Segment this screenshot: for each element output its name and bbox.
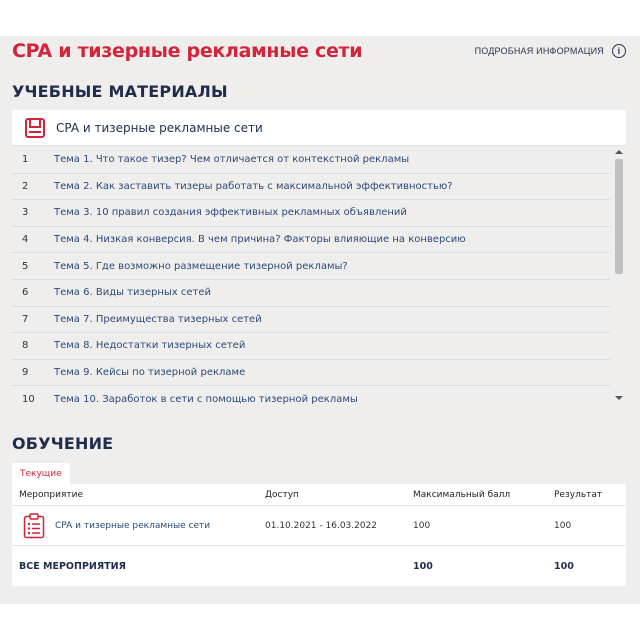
topic-link[interactable]: Тема 9. Кейсы по тизерной рекламе [54,367,246,379]
result-cell: 100 [554,520,572,531]
topic-number: 1 [22,154,29,166]
table-footer [12,546,626,586]
topic-item[interactable] [12,200,610,227]
topic-number: 2 [22,180,29,192]
topic-link[interactable]: Тема 4. Низкая конверсия. В чем причина? Факторы влияющие на конверсию [54,234,466,246]
column-event: Мероприятие [19,489,84,500]
materials-heading: УЧЕБНЫЕ МАТЕРИАЛЫ [12,82,228,101]
topic-link[interactable]: Тема 5. Где возможно размещение тизерной рекламы? [54,260,348,272]
topic-item[interactable] [12,333,610,360]
scroll-up-icon[interactable] [615,150,623,154]
topic-item[interactable] [12,147,610,174]
topic-item[interactable] [12,174,610,201]
topic-link[interactable]: Тема 7. Преимущества тизерных сетей [54,313,262,325]
column-access: Доступ [265,489,299,500]
topic-number: 10 [22,394,35,406]
topic-number: 5 [22,260,29,272]
course-card[interactable] [12,110,626,146]
topic-number: 3 [22,207,29,219]
topic-number: 8 [22,340,29,352]
topic-number: 7 [22,313,29,325]
topic-item[interactable] [12,307,610,334]
events-table [12,484,626,586]
more-info-link[interactable] [475,44,626,58]
tab-current[interactable]: Текущие [12,463,70,485]
topic-item[interactable] [12,253,610,280]
event-link[interactable]: CPA и тизерные рекламные сети [55,520,211,531]
course-title: CPA и тизерные рекламные сети [56,120,263,135]
page-title: CPA и тизерные рекламные сети [12,40,363,62]
topic-link[interactable]: Тема 1. Что такое тизер? Чем отличается от контекстной рекламы [54,154,410,166]
topic-item[interactable] [12,227,610,254]
topic-item[interactable] [12,280,610,307]
scroll-down-icon[interactable] [615,396,623,400]
column-result: Результат [554,489,603,500]
training-heading: ОБУЧЕНИЕ [12,434,114,453]
footer-result: 100 [554,560,574,572]
max-score-cell: 100 [413,520,431,531]
topic-number: 4 [22,234,29,246]
column-max-score: Максимальный балл [413,489,511,500]
topic-link[interactable]: Тема 2. Как заставить тизеры работать с максимальной эффективностью? [54,180,453,192]
info-icon: i [612,44,626,58]
topic-list [12,147,626,412]
table-row[interactable] [12,506,626,546]
topic-link[interactable]: Тема 3. 10 правил создания эффективных рекламных объявлений [54,207,407,219]
footer-max-score: 100 [413,560,433,572]
topic-item[interactable] [12,360,610,387]
topic-number: 6 [22,287,29,299]
topic-link[interactable]: Тема 10. Заработок в сети с помощью тизерной рекламы [54,394,358,406]
table-header [12,484,626,506]
topic-link[interactable]: Тема 6. Виды тизерных сетей [54,287,211,299]
event-cell [12,513,265,539]
more-info-label: ПОДРОБНАЯ ИНФОРМАЦИЯ [474,46,604,56]
clipboard-icon [23,513,45,539]
topic-number: 9 [22,367,29,379]
topic-item[interactable] [12,386,610,412]
topic-scrollbar[interactable] [612,147,626,412]
scroll-thumb[interactable] [615,159,623,274]
access-cell: 01.10.2021 - 16.03.2022 [265,520,378,531]
topic-link[interactable]: Тема 8. Недостатки тизерных сетей [54,340,246,352]
book-icon [24,117,46,139]
all-events-link[interactable]: ВСЕ МЕРОПРИЯТИЯ [19,560,126,572]
